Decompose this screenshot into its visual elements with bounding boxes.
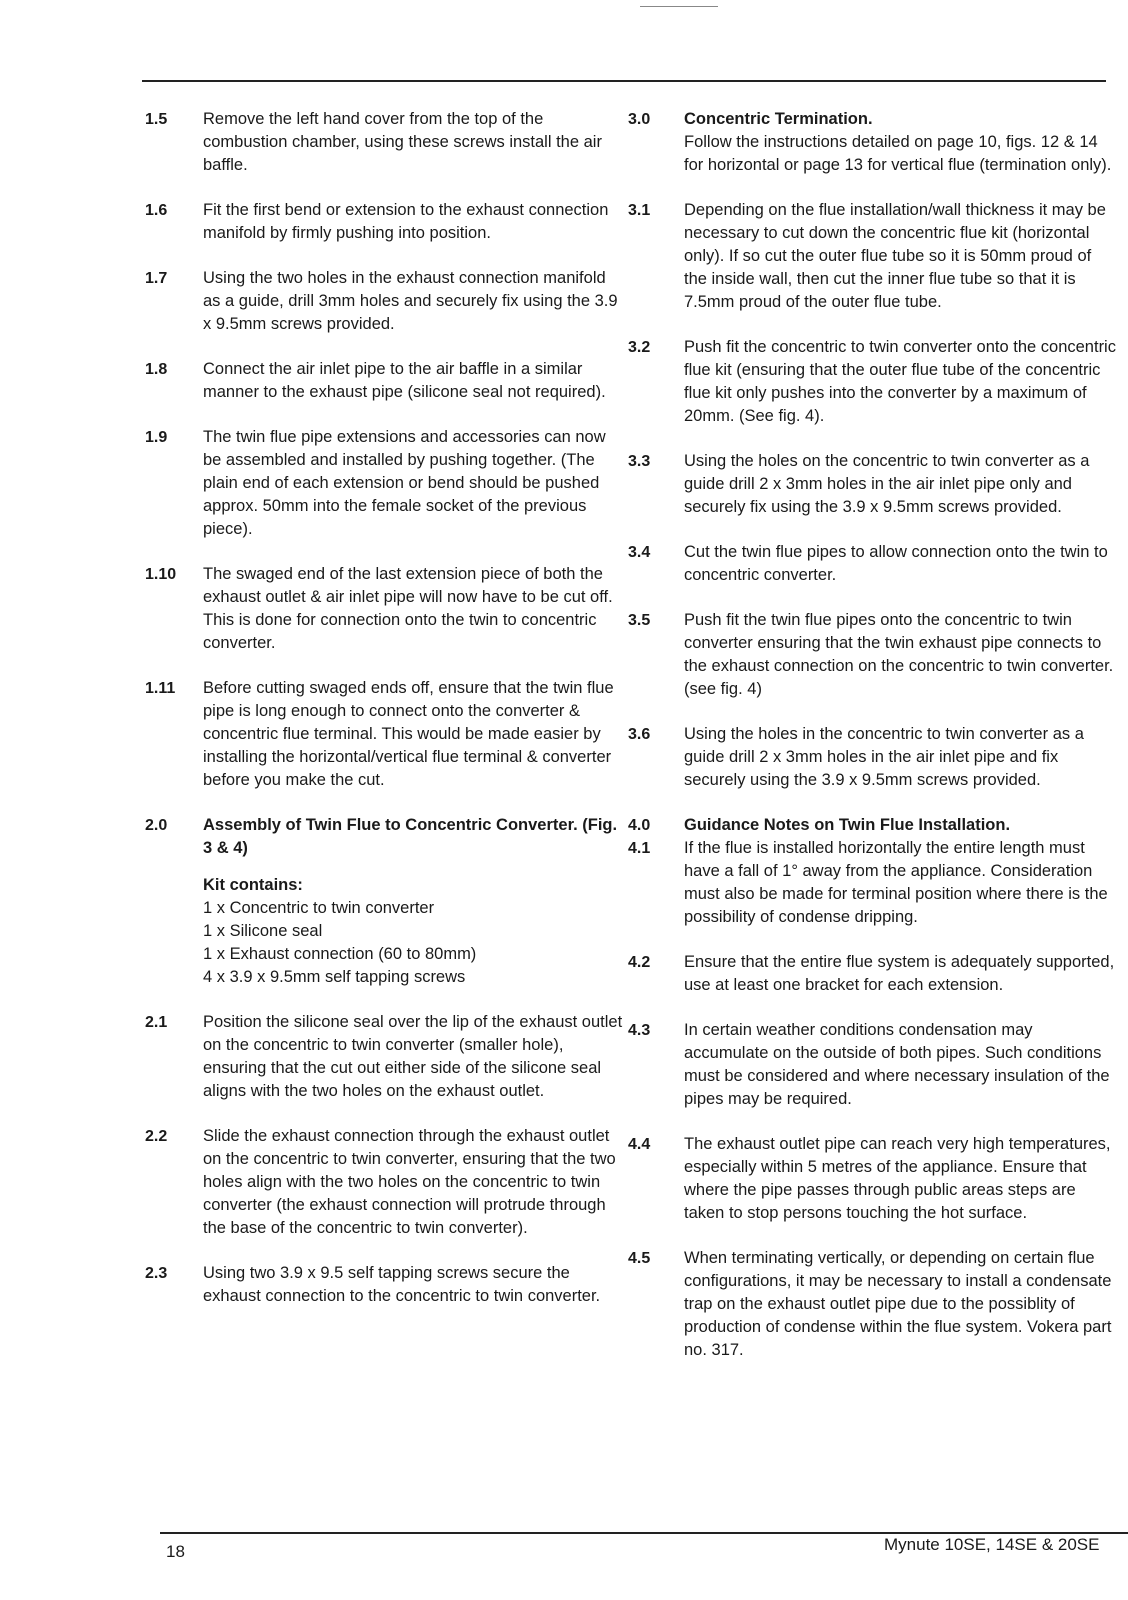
left-column bbox=[145, 108, 625, 1330]
page-number: 18 bbox=[166, 1542, 185, 1561]
section-intro: Follow the instructions detailed on page 10, figs. 12 & 14 for horizontal or page 13 for vertical flue (termination only). bbox=[684, 133, 1112, 174]
step-text: If the flue is installed horizontally the entire length must have a fall of 1° away from the appliance. Consideration must also be made for terminal position where there is the possibility of condense dripping. bbox=[684, 839, 1108, 926]
section-number: 3.0 bbox=[628, 111, 651, 128]
step-text: Connect the air inlet pipe to the air baffle in a similar manner to the exhaust pipe (silicone seal not required). bbox=[203, 360, 606, 401]
step-number: 3.1 bbox=[628, 202, 651, 219]
section-2-heading-block bbox=[145, 814, 625, 989]
step-3-6 bbox=[628, 723, 1118, 792]
top-edge-mark bbox=[640, 6, 718, 7]
right-column bbox=[628, 108, 1118, 1362]
step-1-7 bbox=[145, 267, 625, 336]
step-number: 3.2 bbox=[628, 339, 651, 356]
step-1-11 bbox=[145, 677, 625, 792]
step-number: 4.4 bbox=[628, 1136, 651, 1153]
step-number: 3.4 bbox=[628, 544, 651, 561]
step-number: 1.9 bbox=[145, 429, 168, 446]
kit-heading: Kit contains: bbox=[203, 876, 303, 894]
section-4-heading-block bbox=[628, 814, 1118, 929]
step-text: Position the silicone seal over the lip of the exhaust outlet on the concentric to twin converter (smaller hole), ensuring that the cut out either side of the silicone seal aligns with the two holes on the exhaust outlet. bbox=[203, 1013, 623, 1100]
step-text: Using two 3.9 x 9.5 self tapping screws secure the exhaust connection to the concentric to twin converter. bbox=[203, 1264, 601, 1305]
section-heading: Assembly of Twin Flue to Concentric Converter. (Fig. 3 & 4) bbox=[203, 816, 618, 857]
step-number: 1.5 bbox=[145, 111, 168, 128]
step-3-2 bbox=[628, 336, 1118, 428]
step-text: When terminating vertically, or depending on certain flue configurations, it may be necessary to install a condensate trap on the exhaust outlet pipe due to the possiblity of production of condense within the flue system. Vokera part no. 317. bbox=[684, 1249, 1112, 1359]
footer-rule bbox=[160, 1532, 1128, 1534]
step-1-8 bbox=[145, 358, 625, 404]
header-rule bbox=[142, 80, 1106, 82]
step-text: The twin flue pipe extensions and accessories can now be assembled and installed by pushing together. (The plain end of each extension or bend should be pushed approx. 50mm into the female socket of the previous piece). bbox=[203, 428, 606, 538]
step-text: Using the holes on the concentric to twin converter as a guide drill 2 x 3mm holes in the air inlet pipe only and securely fix using the 3.9 x 9.5mm screws provided. bbox=[684, 452, 1090, 516]
step-text: Remove the left hand cover from the top of the combustion chamber, using these screws install the air baffle. bbox=[203, 110, 602, 174]
step-number: 2.3 bbox=[145, 1265, 168, 1282]
step-text: Before cutting swaged ends off, ensure that the twin flue pipe is long enough to connect onto the converter & concentric flue terminal. This would be made easier by installing the horizontal/vertical flue terminal & converter before you make the cut. bbox=[203, 679, 614, 789]
step-2-1 bbox=[145, 1011, 625, 1103]
step-4-3 bbox=[628, 1019, 1118, 1111]
step-text: Fit the first bend or extension to the exhaust connection manifold by firmly pushing into position. bbox=[203, 201, 609, 242]
section-3-heading-block bbox=[628, 108, 1118, 177]
section-heading: Guidance Notes on Twin Flue Installation. bbox=[684, 816, 1011, 834]
step-1-10 bbox=[145, 563, 625, 655]
footer-title: Mynute 10SE, 14SE & 20SE bbox=[884, 1535, 1100, 1554]
step-1-9 bbox=[145, 426, 625, 541]
section-heading: Concentric Termination. bbox=[684, 110, 873, 128]
step-text: Depending on the flue installation/wall thickness it may be necessary to cut down the concentric flue kit (horizontal only). If so cut the outer flue tube so it is 50mm proud of the inside wall, then cut the inner flue tube so that it is 7.5mm proud of the outer flue tube. bbox=[684, 201, 1106, 311]
step-text: Slide the exhaust connection through the exhaust outlet on the concentric to twin converter, ensuring that the two holes align with the two holes on the concentric to twin converter (the exhaust connection will protrude through the base of the concentric to twin converter). bbox=[203, 1127, 616, 1237]
step-text: Cut the twin flue pipes to allow connection onto the twin to concentric converter. bbox=[684, 543, 1108, 584]
step-4-2 bbox=[628, 951, 1118, 997]
kit-item: 1 x Concentric to twin converter bbox=[203, 899, 435, 917]
step-text: The swaged end of the last extension piece of both the exhaust outlet & air inlet pipe will now have to be cut off. This is done for connection onto the twin to concentric converter. bbox=[203, 565, 613, 652]
step-3-1 bbox=[628, 199, 1118, 314]
step-number: 1.8 bbox=[145, 361, 168, 378]
step-number: 3.6 bbox=[628, 726, 651, 743]
section-number: 4.0 bbox=[628, 817, 651, 834]
step-1-5 bbox=[145, 108, 625, 177]
kit-item: 1 x Silicone seal bbox=[203, 922, 323, 940]
step-text: Push fit the concentric to twin converter onto the concentric flue kit (ensuring that the outer flue tube of the concentric flue kit only pushes into the converter by a maximum of 20mm. (See fig. 4). bbox=[684, 338, 1116, 425]
step-4-4 bbox=[628, 1133, 1118, 1225]
step-number: 4.5 bbox=[628, 1250, 651, 1267]
step-text: Push fit the twin flue pipes onto the concentric to twin converter ensuring that the twin exhaust pipe connects to the exhaust connection on the concentric to twin converter. (see fig. 4) bbox=[684, 611, 1114, 698]
step-2-2 bbox=[145, 1125, 625, 1240]
kit-item: 1 x Exhaust connection (60 to 80mm) bbox=[203, 945, 477, 963]
kit-item: 4 x 3.9 x 9.5mm self tapping screws bbox=[203, 968, 466, 986]
step-text: The exhaust outlet pipe can reach very high temperatures, especially within 5 metres of the appliance. Ensure that where the pipe passes through public areas steps are taken to stop persons touching the hot surface. bbox=[684, 1135, 1111, 1222]
step-2-3 bbox=[145, 1262, 625, 1308]
step-number: 1.6 bbox=[145, 202, 168, 219]
section-number: 2.0 bbox=[145, 817, 168, 834]
step-number: 4.3 bbox=[628, 1022, 651, 1039]
step-text: Ensure that the entire flue system is adequately supported, use at least one bracket for each extension. bbox=[684, 953, 1115, 994]
step-number: 1.11 bbox=[145, 680, 176, 697]
step-3-3 bbox=[628, 450, 1118, 519]
step-text: Using the holes in the concentric to twin converter as a guide drill 2 x 3mm holes in the air inlet pipe and fix securely using the 3.9 x 9.5mm screws provided. bbox=[684, 725, 1084, 789]
step-number: 4.2 bbox=[628, 954, 651, 971]
step-number: 1.7 bbox=[145, 270, 168, 287]
step-number: 3.5 bbox=[628, 612, 651, 629]
step-number: 4.1 bbox=[628, 840, 651, 857]
step-number: 1.10 bbox=[145, 566, 177, 583]
step-1-6 bbox=[145, 199, 625, 245]
step-text: In certain weather conditions condensation may accumulate on the outside of both pipes. Such conditions must be considered and where necessary insulation of the pipes may be required. bbox=[684, 1021, 1110, 1108]
step-number: 2.1 bbox=[145, 1014, 168, 1031]
step-3-5 bbox=[628, 609, 1118, 701]
step-3-4 bbox=[628, 541, 1118, 587]
step-text: Using the two holes in the exhaust connection manifold as a guide, drill 3mm holes and securely fix using the 3.9 x 9.5mm screws provided. bbox=[203, 269, 618, 333]
step-number: 2.2 bbox=[145, 1128, 168, 1145]
step-number: 3.3 bbox=[628, 453, 651, 470]
step-4-5 bbox=[628, 1247, 1118, 1362]
